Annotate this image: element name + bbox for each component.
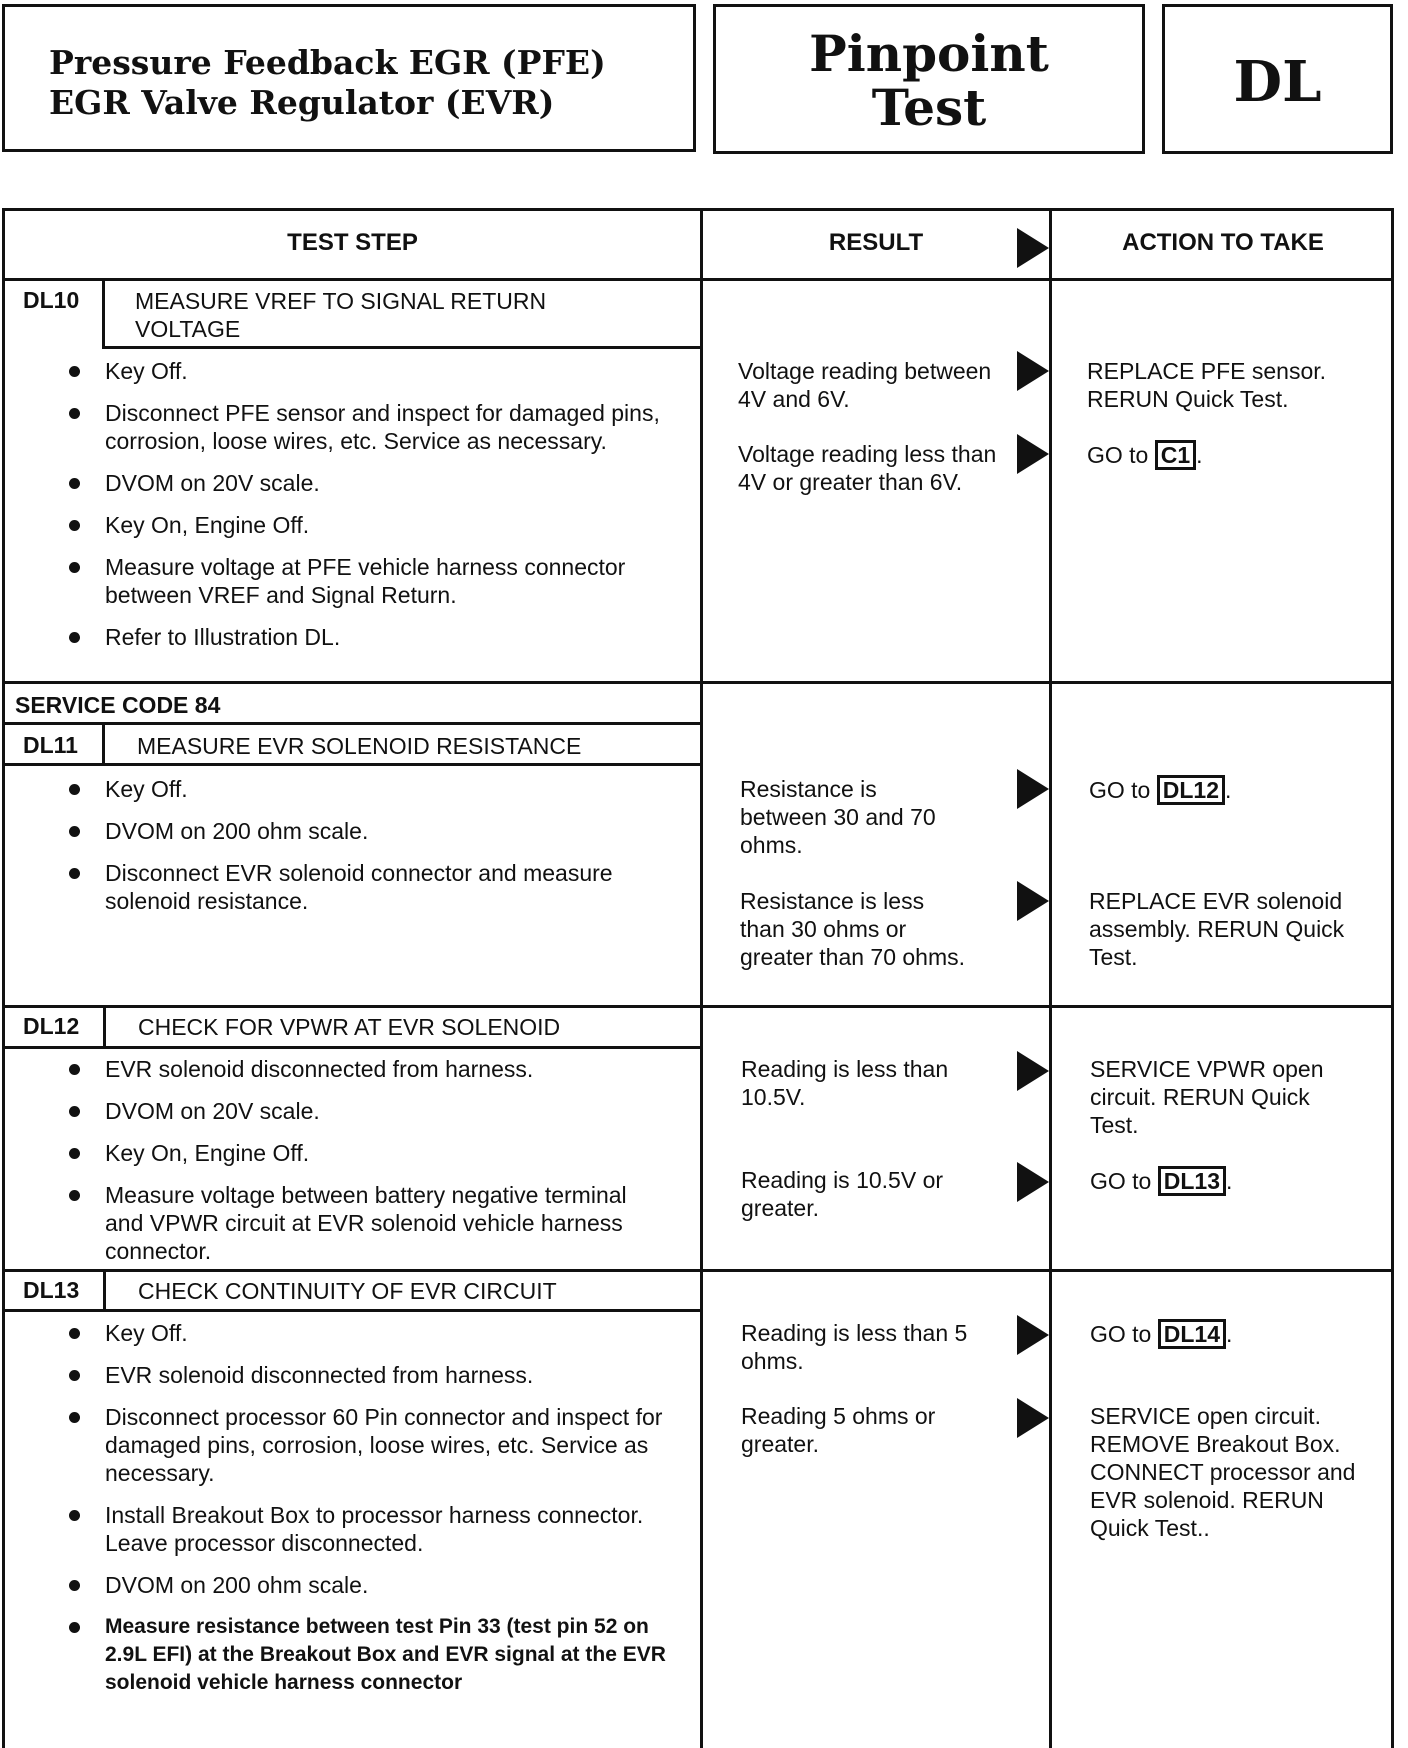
- list-item: DVOM on 20V scale.: [19, 1097, 669, 1125]
- list-item: Measure resistance between test Pin 33 (test pin 52 on 2.9L EFI) at the Breakout Box and EVR signal at the EVR solenoid vehicle harness connector: [19, 1613, 669, 1697]
- step-id-divider: [102, 725, 105, 763]
- step-title-underline: [102, 346, 700, 349]
- list-item: Refer to Illustration DL.: [19, 623, 669, 651]
- action-text: SERVICE VPWR open circuit. RERUN Quick Test.: [1090, 1056, 1324, 1138]
- list-item: Key On, Engine Off.: [19, 511, 669, 539]
- list-item: Disconnect EVR solenoid connector and measure solenoid resistance.: [19, 859, 669, 915]
- service-code-divider: [5, 722, 700, 725]
- result-text: Reading is less than 10.5V.: [741, 1056, 949, 1110]
- result-text: Resistance is less than 30 ohms or greater than 70 ohms.: [740, 888, 966, 970]
- step-title-underline: [5, 1309, 700, 1312]
- list-item: Disconnect PFE sensor and inspect for damaged pins, corrosion, loose wires, etc. Service as necessary.: [19, 399, 669, 455]
- list-item: EVR solenoid disconnected from harness.: [19, 1055, 669, 1083]
- step-title: CHECK FOR VPWR AT EVR SOLENOID: [138, 1014, 561, 1040]
- header-divider: [5, 278, 1394, 281]
- step-title: MEASURE VREF TO SIGNAL RETURN VOLTAGE: [135, 288, 547, 342]
- arrow-icon: [1017, 881, 1049, 921]
- arrow-icon: [1017, 1051, 1049, 1091]
- column-divider: [700, 211, 703, 1748]
- list-item: Key Off.: [19, 357, 669, 385]
- list-item: DVOM on 200 ohm scale.: [19, 1571, 669, 1599]
- step-divider: [5, 681, 1394, 684]
- pinpoint-test-box: [713, 4, 1145, 154]
- test-code: DL: [1233, 49, 1322, 115]
- result-text: Resistance is between 30 and 70 ohms.: [740, 776, 936, 858]
- step-title: CHECK CONTINUITY OF EVR CIRCUIT: [138, 1278, 557, 1304]
- document-title: [49, 43, 606, 123]
- step-title-underline: [5, 763, 700, 766]
- arrow-icon: [1017, 434, 1049, 474]
- step-bullets: [19, 775, 669, 929]
- step-reference: C1: [1155, 440, 1196, 470]
- step-title: MEASURE EVR SOLENOID RESISTANCE: [137, 733, 582, 759]
- list-item: Measure voltage between battery negative terminal and VPWR circuit at EVR solenoid vehicle harness connector.: [19, 1181, 669, 1265]
- list-item: Install Breakout Box to processor harness connector. Leave processor disconnected.: [19, 1501, 669, 1557]
- list-item: Key Off.: [19, 775, 669, 803]
- column-divider: [1049, 211, 1052, 1748]
- step-id: DL13: [23, 1277, 80, 1303]
- header-result: RESULT: [828, 229, 924, 256]
- list-item: Key Off.: [19, 1319, 669, 1347]
- result-text: Voltage reading between 4V and 6V.: [738, 358, 992, 412]
- pinpoint-table: [2, 208, 1394, 1748]
- test-code-box: [1162, 4, 1393, 154]
- step-id: DL11: [23, 732, 78, 758]
- action-text: GO to DL13 .: [1090, 1168, 1233, 1194]
- arrow-icon: [1017, 228, 1049, 268]
- action-text: GO to C1 .: [1087, 442, 1203, 468]
- arrow-icon: [1017, 769, 1049, 809]
- title-line-1: Pressure Feedback EGR (PFE): [49, 43, 606, 82]
- step-id-divider: [102, 281, 105, 347]
- step-bullets: [19, 357, 669, 665]
- action-text: REPLACE PFE sensor. RERUN Quick Test.: [1087, 358, 1327, 412]
- list-item: EVR solenoid disconnected from harness.: [19, 1361, 669, 1389]
- step-divider: [5, 1269, 1394, 1272]
- step-bullets: [19, 1319, 669, 1711]
- step-title-underline: [5, 1046, 700, 1049]
- step-divider: [5, 1005, 1394, 1008]
- action-text: GO to DL14 .: [1090, 1321, 1233, 1347]
- step-id-divider: [103, 1008, 106, 1046]
- arrow-icon: [1017, 351, 1049, 391]
- step-reference: DL12: [1157, 775, 1225, 805]
- service-code: SERVICE CODE 84: [15, 692, 221, 718]
- arrow-icon: [1017, 1315, 1049, 1355]
- list-item: Disconnect processor 60 Pin connector and inspect for damaged pins, corrosion, loose wires, etc. Service as necessary.: [19, 1403, 669, 1487]
- list-item: Measure voltage at PFE vehicle harness connector between VREF and Signal Return.: [19, 553, 669, 609]
- list-item: DVOM on 20V scale.: [19, 469, 669, 497]
- result-text: Reading 5 ohms or greater.: [741, 1403, 936, 1457]
- result-text: Reading is less than 5 ohms.: [741, 1320, 968, 1374]
- list-item: DVOM on 200 ohm scale.: [19, 817, 669, 845]
- step-bullets: [19, 1055, 669, 1279]
- title-line-2: EGR Valve Regulator (EVR): [49, 83, 555, 122]
- action-text: SERVICE open circuit. REMOVE Breakout Box. CONNECT processor and EVR solenoid. RERUN Quick Test..: [1090, 1403, 1356, 1541]
- header-action: ACTION TO TAKE: [1122, 229, 1324, 256]
- arrow-icon: [1017, 1162, 1049, 1202]
- test-label: Test: [871, 78, 987, 137]
- action-text: REPLACE EVR solenoid assembly. RERUN Quick Test.: [1089, 888, 1345, 970]
- result-text: Voltage reading less than 4V or greater than 6V.: [738, 441, 997, 495]
- action-text: GO to DL12 .: [1089, 777, 1232, 803]
- step-id: DL10: [23, 287, 80, 313]
- header-test-step: TEST STEP: [287, 229, 418, 256]
- pinpoint-label: Pinpoint: [809, 24, 1049, 83]
- step-reference: DL13: [1158, 1166, 1226, 1196]
- step-id: DL12: [23, 1013, 80, 1039]
- step-id-divider: [103, 1272, 106, 1309]
- step-reference: DL14: [1158, 1319, 1226, 1349]
- arrow-icon: [1017, 1398, 1049, 1438]
- list-item: Key On, Engine Off.: [19, 1139, 669, 1167]
- title-box: [2, 4, 696, 152]
- result-text: Reading is 10.5V or greater.: [741, 1167, 944, 1221]
